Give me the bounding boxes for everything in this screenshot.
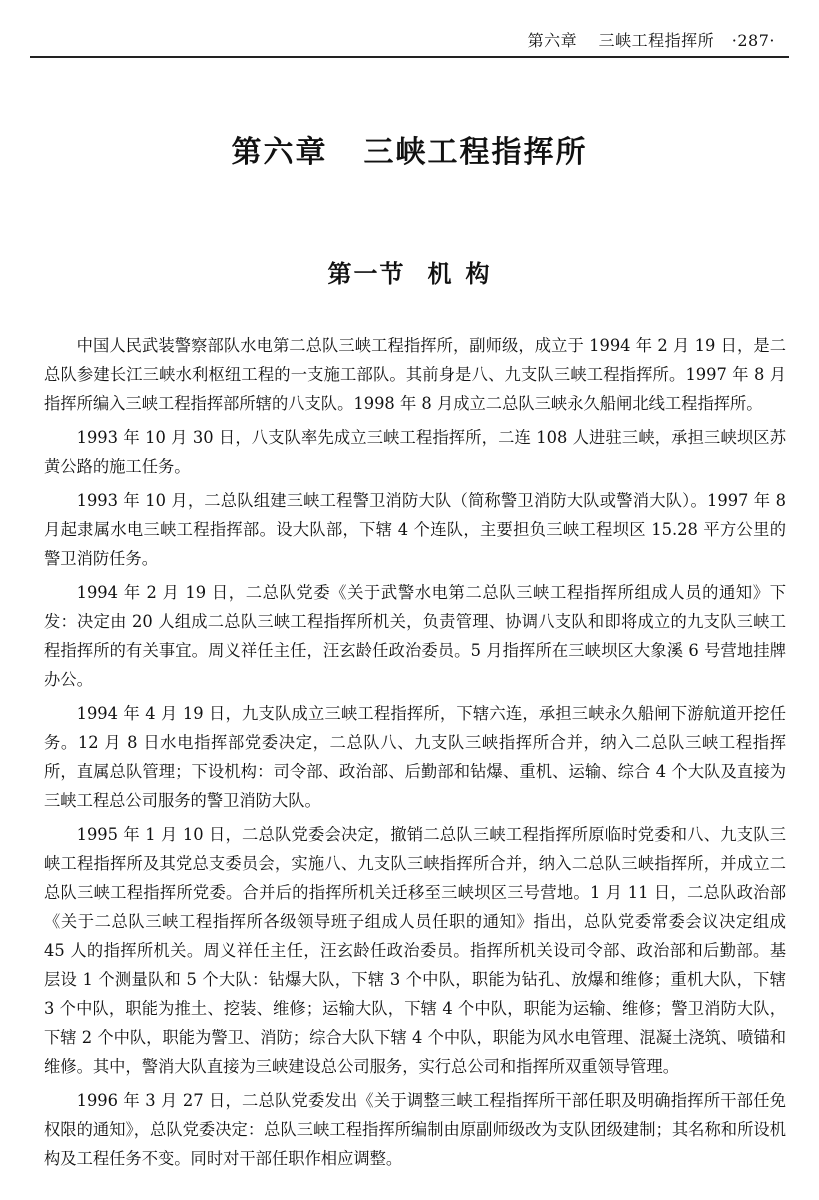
- paragraph-7: 1996 年 3 月 27 日，二总队党委发出《关于调整三峡工程指挥所干部任职及明确指挥所干部任免权限的通知》，总队党委决定：总队三峡工程指挥所编制由原副师级改为支队团级建制；其名称和所设机构及工程任务不变。同时对干部任职作相应调整。: [44, 1091, 786, 1168]
- paragraph-3: 1993 年 10 月，二总队组建三峡工程警卫消防大队（简称警卫消防大队或警消大队）。1997 年 8 月起隶属水电三峡工程指挥部。设大队部，下辖 4 个连队，主要担负三峡工程坝区 15.28 平方公里的警卫消防任务。: [44, 491, 786, 568]
- section-label: 第一节: [327, 260, 406, 288]
- paragraph-5: 1994 年 4 月 19 日，九支队成立三峡工程指挥所，下辖六连，承担三峡永久船闸下游航道开挖任务。12 月 8 日水电指挥部党委决定，二总队八、九支队三峡指挥所合并，纳入二总队三峡工程指挥所，直属总队管理；下设机构：司令部、政治部、后勤部和钻爆、重机、运输、综合 4 个大队及直接为三峡工程总公司服务的警卫消防大队。: [44, 704, 786, 810]
- section-title-char-2: 构: [465, 260, 492, 288]
- paragraph-2: 1993 年 10 月 30 日，八支队率先成立三峡工程指挥所，二连 108 人进驻三峡，承担三峡坝区苏黄公路的施工任务。: [44, 428, 786, 476]
- header-rule: [30, 56, 789, 58]
- chapter-title: [0, 127, 819, 171]
- running-header: [528, 28, 775, 51]
- running-header-chapter-title: 三峡工程指挥所: [598, 31, 715, 50]
- paragraph-1: 中国人民武装警察部队水电第二总队三峡工程指挥所，副师级，成立于 1994 年 2 月 19 日，是二总队参建长江三峡水利枢纽工程的一支施工部队。其前身是八、九支队三峡工程指挥所。1997 年 8 月指挥所编入三峡工程指挥部所辖的八支队。1998 年 8 月成立二总队三峡永久船闸北线工程指挥所。: [44, 336, 786, 413]
- chapter-name: 三峡工程指挥所: [363, 135, 588, 170]
- running-header-chapter-label: 第六章: [527, 31, 578, 50]
- page-number: ·287·: [731, 31, 775, 50]
- paragraph-6: 1995 年 1 月 10 日，二总队党委会决定，撤销二总队三峡工程指挥所原临时党委和八、九支队三峡工程指挥所及其党总支委员会，实施八、九支队三峡指挥所合并，纳入二总队三峡指挥所，并成立二总队三峡工程指挥所党委。合并后的指挥所机关迁移至三峡坝区三号营地。1 月 11 日，二总队政治部《关于二总队三峡工程指挥所各级领导班子组成人员任职的通知》指出，总队党委常委会议决定组成 45 人的指挥所机关。周义祥任主任，汪玄龄任政治委员。指挥所机关设司令部、政治部和后勤部。基层设 1 个测量队和 5 个大队：钻爆大队，下辖 3 个中队，职能为钻孔、放爆和维修；重机大队，下辖 3 个中队，职能为推土、挖装、维修；运输大队，下辖 4 个中队，职能为运输、维修；警卫消防大队，下辖 2 个中队，职能为警卫、消防；综合大队下辖 4 个中队，职能为风水电管理、混凝土浇筑、喷锚和维修。其中，警消大队直接为三峡建设总公司服务，实行总公司和指挥所双重领导管理。: [44, 825, 786, 1076]
- section-title: [0, 254, 819, 289]
- body-text: [44, 331, 786, 1178]
- paragraph-4: 1994 年 2 月 19 日，二总队党委《关于武警水电第二总队三峡工程指挥所组成人员的通知》下发：决定由 20 人组成二总队三峡工程指挥所机关，负责管理、协调八支队和即将成立的九支队三峡工程指挥所的有关事宜。周义祥任主任，汪玄龄任政治委员。5 月指挥所在三峡坝区大象溪 6 号营地挂牌办公。: [44, 583, 786, 689]
- section-title-char-1: 机: [427, 260, 454, 288]
- chapter-label: 第六章: [231, 135, 328, 170]
